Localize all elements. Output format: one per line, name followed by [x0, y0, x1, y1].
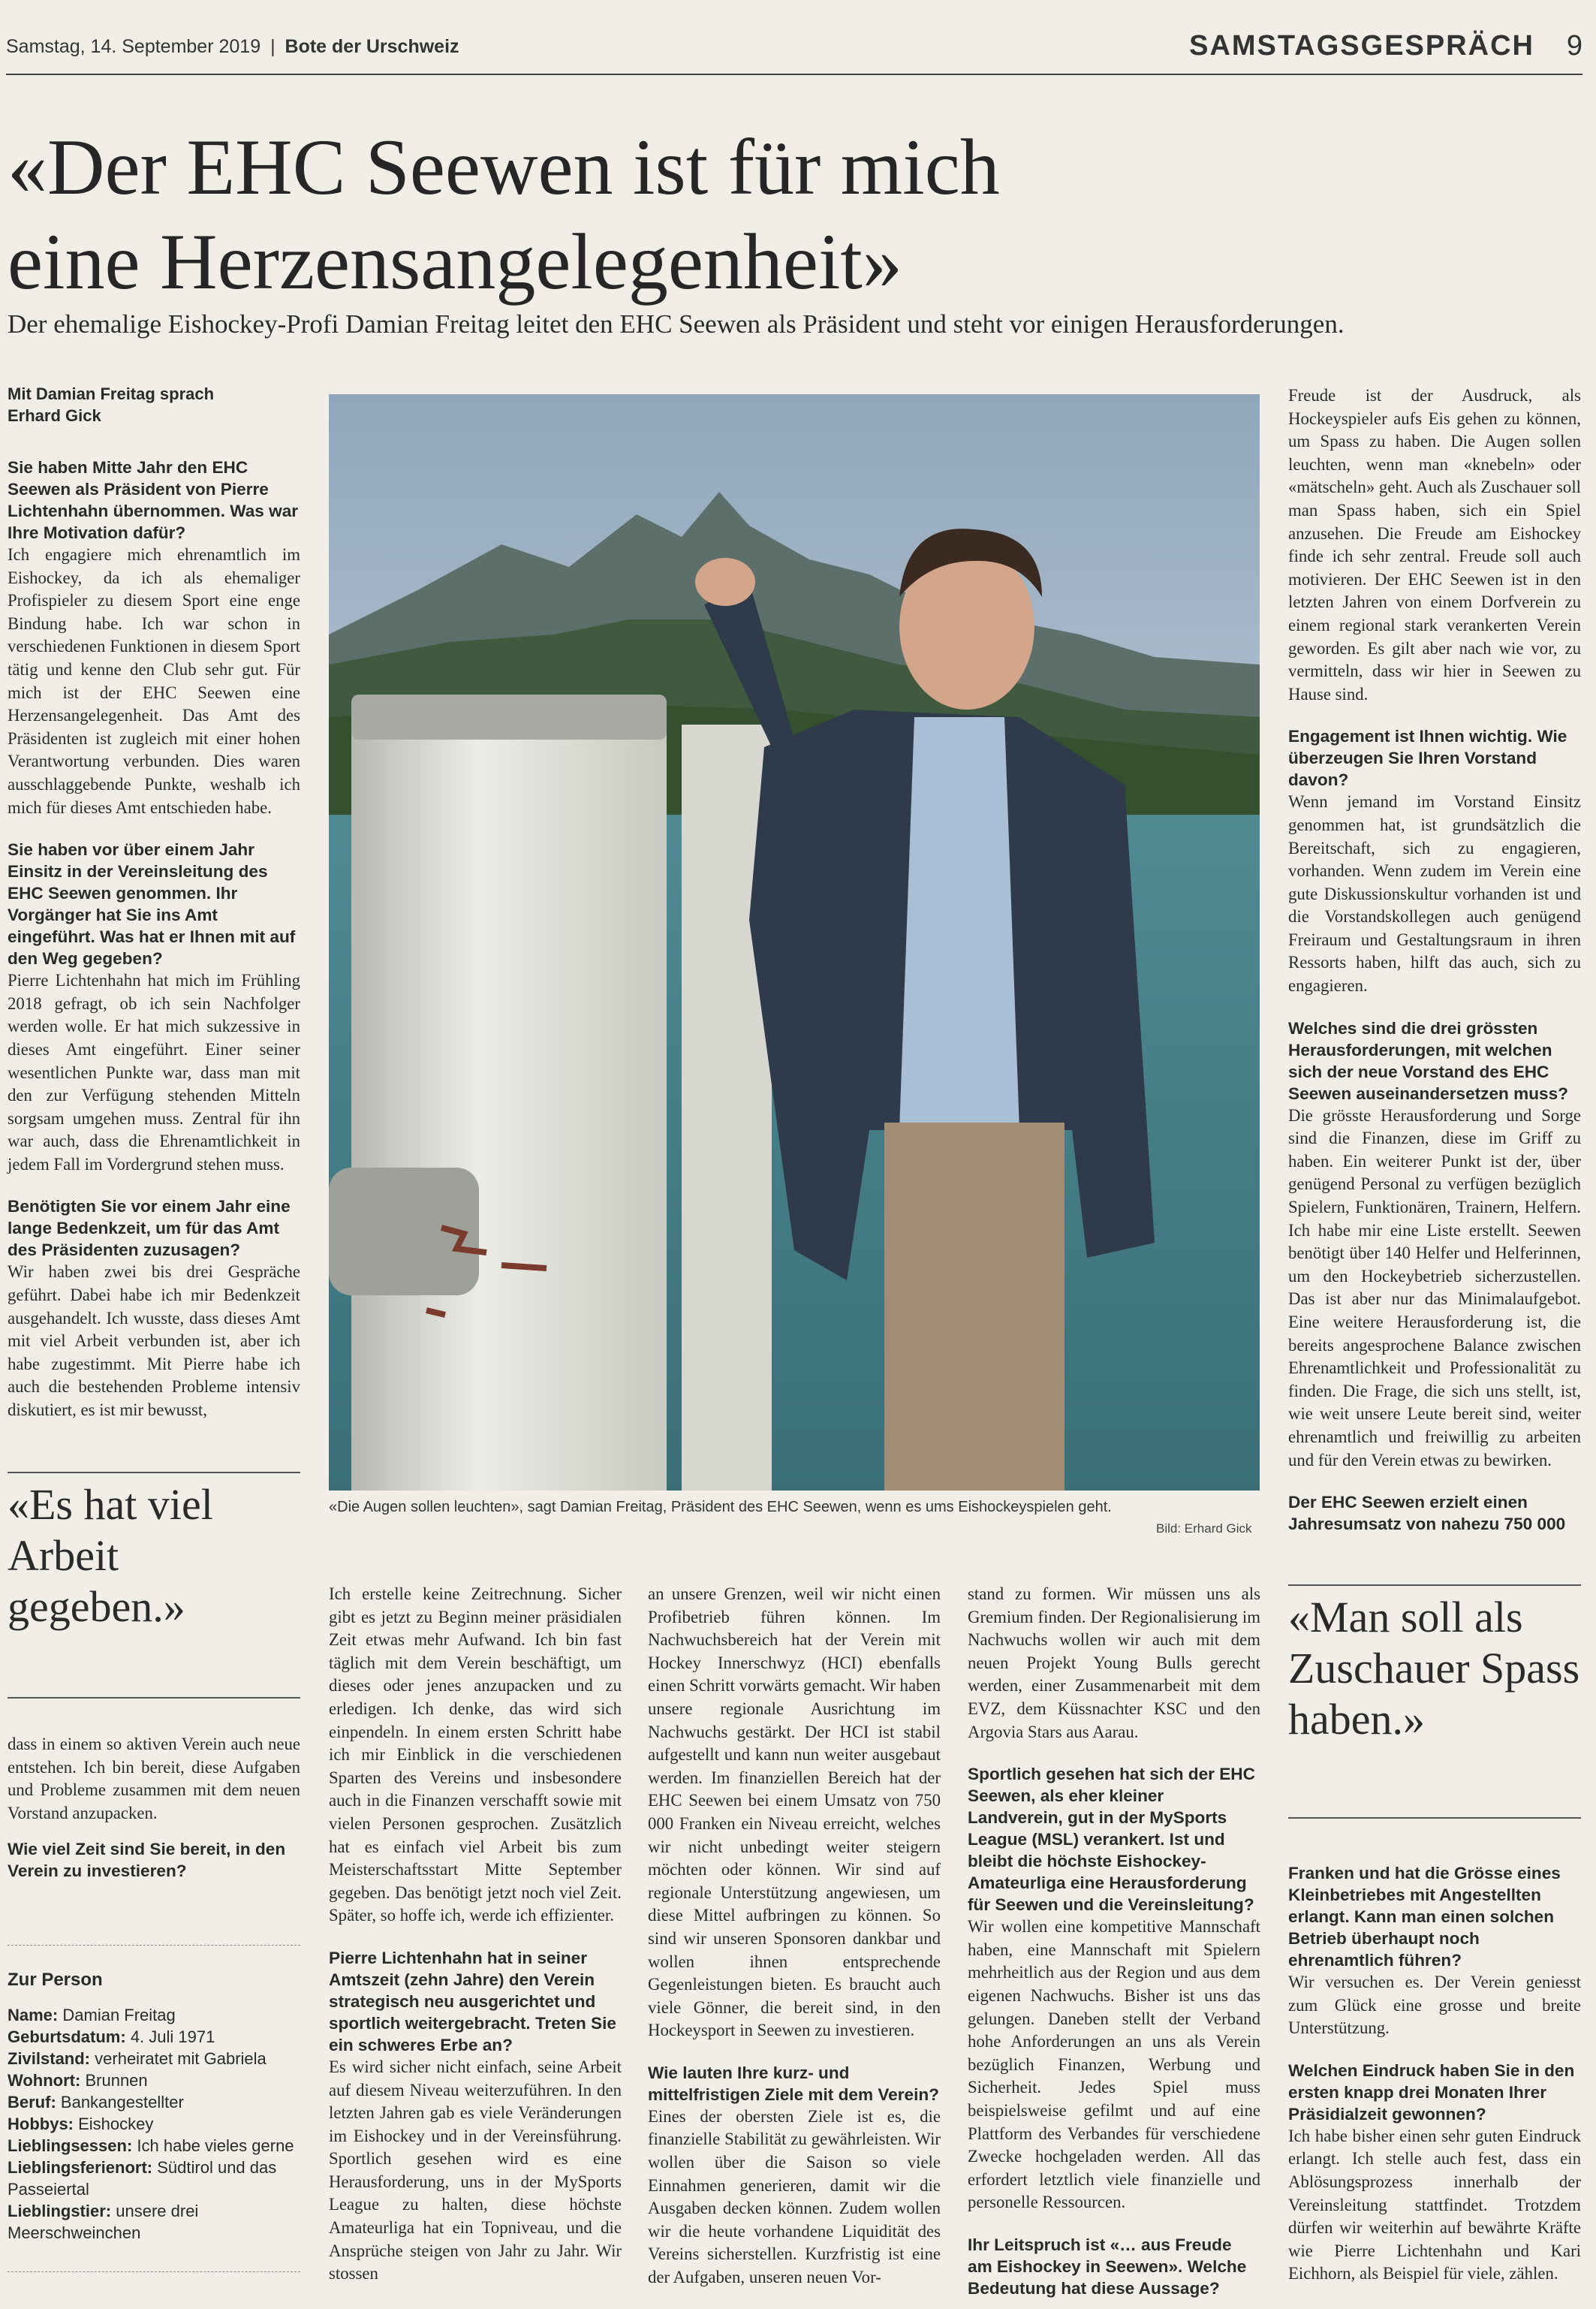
column-5 [1288, 384, 1581, 1535]
header-page-number: 9 [1566, 30, 1582, 62]
column-2 [329, 1583, 622, 2305]
headline [8, 120, 1284, 309]
person-key: Geburtsdatum: [8, 2027, 126, 2046]
person-value: verheiratet mit Gabriela [95, 2049, 267, 2068]
person-value: Südtirol und das Passeiertal [8, 2158, 277, 2199]
person-row [8, 2026, 300, 2048]
page-header [6, 30, 1582, 75]
column-5-continued [1288, 1862, 1581, 2305]
answer: Pierre Lichtenhahn hat mich im Frühling 2018 gefragt, ob ich sein Nachfolger werden wolle. Er hat mich sukzessive in dieses Amt eingeführt. Einer seiner wesentlichen Punkte war, dass man mit den zur Verfügung stehenden Mitteln sorgsam umgehen muss. Zentral für ihn war auch, dass die Ehrenamtlichkeit in jedem Fall im Vordergrund stehen muss. [8, 971, 300, 1174]
person-key: Name: [8, 2006, 59, 2024]
person-box-rule-top [8, 1945, 300, 1946]
person-key: Hobbys: [8, 2115, 74, 2133]
subtitle: Der ehemalige Eishockey-Profi Damian Freitag leitet den EHC Seewen als Präsident und steht vor einigen Herausforderungen. [8, 309, 1345, 339]
answer: Eines der obersten Ziele ist es, die finanzielle Stabilität zu gewährleisten. Wir wollen über die Saison so viele Einnahmen generieren, damit wir die Ausgaben decken können. Zudem wollen wir die heute vorhandene Liquidität des Vereins sicherstellen. Kurzfristig ist eine der Aufgaben, unseren neuen Vor- [648, 2106, 941, 2287]
person-box-rule-bottom [8, 2271, 300, 2272]
question: Wie viel Zeit sind Sie bereit, in den Verein zu investieren? [8, 1840, 286, 1881]
question: Pierre Lichtenhahn hat in seiner Amtszeit (zehn Jahre) den Verein strategisch neu ausgerichtet und sportlich weitergebracht. Treten Sie ein schweres Erbe an? [329, 1948, 616, 2054]
person-row [8, 2113, 300, 2135]
question: Benötigten Sie vor einem Jahr eine lange Bedenkzeit, um für das Amt des Präsidenten zuzusagen? [8, 1197, 291, 1260]
question: Der EHC Seewen erzielt einen Jahresumsatz von nahezu 750 000 [1288, 1493, 1566, 1534]
person-value: Brunnen [85, 2071, 148, 2090]
person-row [8, 2048, 300, 2069]
answer: Freude ist der Ausdruck, als Hockeyspieler aufs Eis gehen zu können, um Spass zu haben. Die Augen sollen leuchten, wenn man «knebeln» oder «mätscheln» geht. Auch als Zuschauer soll man Spass haben, sich ein Spiel anzusehen. Die Freude am Eishockey finde ich sehr zentral. Freude soll auch motivieren. Der EHC Seewen ist in den letzten Jahren von einem Dorfverein zu einem regional stark verankerten Verein geworden. Es gilt aber nach wie vor, zu vermitteln, dass wir hier in Seewen zu Hause sind. [1288, 386, 1581, 704]
person-key: Lieblingsessen: [8, 2136, 133, 2155]
column-4 [968, 1583, 1260, 2299]
answer: Die grösste Herausforderung und Sorge sind die Finanzen, diese im Griff zu haben. Ein weiterer Punkt ist der, über genügend Personal zu verfügen bezüglich Spielern, Funktionären, Trainern, Helfern. Ich habe mir eine Liste erstellt. Seewen benötigt über 140 Helfer und Helferinnen, um den Hockeybetrieb sicherzustellen. Das ist aber nur das Minimalaufgebot. Eine weitere Herausforderung ist, die bereits angesprochene Balance zwischen Ehrenamtlichkeit und Professionalität zu finden. Die Frage, die sich uns stellt, ist, wie weit unsere Leute bereit sind, weiter ehrenamtlich und freiwillig zu arbeiten und für den Verein etwas zu bewirken. [1288, 1105, 1581, 1470]
question: Engagement ist Ihnen wichtig. Wie überzeugen Sie Ihren Vorstand davon? [1288, 727, 1567, 790]
photo-credit: Bild: Erhard Gick [1156, 1521, 1252, 1536]
person-value: Eishockey [78, 2115, 154, 2133]
pull-quote-1: «Es hat viel Arbeit gegeben.» [8, 1480, 213, 1631]
answer: Ich habe bisher einen sehr guten Eindruck erlangt. Ich stelle auch fest, dass ein Ablösungsprozess innerhalb der Vereinsleitung stattfindet. Trotzdem dürfen wir weiterhin auf bewährte Kräfte wie Pierre Lichtenhahn und Kari Eichhorn, als Beispiel für viele, zählen. [1288, 2126, 1581, 2283]
person-key: Wohnort: [8, 2071, 81, 2090]
question: Wie lauten Ihre kurz- und mittelfristigen Ziele mit dem Verein? [648, 2063, 939, 2104]
person-row [8, 2157, 300, 2200]
answer: Wir haben zwei bis drei Gespräche geführt. Dabei habe ich mir Bedenkzeit ausgehandelt. Ich wusste, dass dieses Amt mit viel Arbeit verbunden ist, aber ich habe zugestimmt. Mit Pierre habe ich auch die bestehenden Probleme intensiv diskutiert, es ist mir bewusst, [8, 1262, 300, 1420]
column-1 [8, 383, 300, 1442]
person-value: unsere drei Meerschweinchen [8, 2202, 199, 2242]
answer: Wir wollen eine kompetitive Mannschaft haben, eine Mannschaft mit Spielern mehrheitlich aus der Region und aus dem eigenen Nachwuchs. Bisher ist uns das gelungen. Daneben stellt der Verband hohe Anforderungen an uns als Verein bezüglich Finanzen, Werbung und Sicherheit. Jedes Spiel muss beispielsweise gefilmt und auf eine Plattform des Verbandes für verschiedene Zwecke hochgeladen werden. All das erfordert letztlich viele finanzielle und personelle Ressourcen. [968, 1917, 1260, 2212]
person-key: Lieblingstier: [8, 2202, 112, 2220]
question: Sie haben Mitte Jahr den EHC Seewen als Präsident von Pierre Lichtenhahn übernommen. Was war Ihre Motivation dafür? [8, 458, 299, 542]
pull-quote-1-rule-top [8, 1472, 300, 1473]
question: Sportlich gesehen hat sich der EHC Seewen, als eher kleiner Landverein, gut in der MySports League (MSL) verankert. Ist und bleibt die höchste Eishockey-Amateurliga eine Herausforderung für Seewen und die Vereinsleitung? [968, 1765, 1255, 1915]
pull-quote-2-rule-top [1288, 1584, 1581, 1586]
byline-line-2: Erhard Gick [8, 406, 101, 425]
pull-quote-2-rule-bottom [1288, 1817, 1581, 1819]
answer: an unsere Grenzen, weil wir nicht einen Profibetrieb führen können. Im Nachwuchsbereich hat der Verein mit Hockey Innerschwyz (HCI) ebenfalls einen Schritt vorwärts gemacht. Wir haben unsere regionale Ausrichtung im Nachwuchs gestärkt. Der HCI ist stabil aufgestellt und kann nun weiter ausgebaut werden. Im finanziellen Bereich hat der EHC Seewen bei einem Umsatz von 750 000 Franken ein Niveau erreicht, welches wir nicht unbedingt weiter steigern möchten oder können. Wir sind auf regionale Unterstützung angewiesen, um diese Mittel aufbringen zu können. So sind wir unseren Sponsoren dankbar und wollen ihnen entsprechende Gegenleistungen bieten. Es braucht auch viele Gönner, die bereit sind, in den Hockeysport in Seewen zu investieren. [648, 1584, 941, 2040]
question: Welchen Eindruck haben Sie in den ersten knapp drei Monaten Ihrer Präsidialzeit gewonnen? [1288, 2060, 1575, 2124]
header-date: Samstag, 14. September 2019 [6, 36, 261, 57]
answer: Ich erstelle keine Zeitrechnung. Sicher gibt es jetzt zu Beginn meiner präsidialen Zeit etwas mehr Aufwand. Ich bin fast täglich mit dem Verein beschäftigt, um dieses oder jenes anzupacken und zu erledigen. Ich denke, das wird sich einpendeln. In einem ersten Schritt habe ich mir Einblick in die verschiedenen Sparten des Vereins und insbesondere auch in die Finanzen verschafft sowie mit vielen Personen gesprochen. Zusätzlich hat es einfach viel Arbeit bis zum Meisterschaftsstart Mitte September gegeben. Das benötigt jetzt noch viel Zeit. Später, so hoffe ich, werde ich effizienter. [329, 1584, 622, 1925]
byline [8, 383, 300, 427]
person-value: Bankangestellter [60, 2093, 184, 2112]
person-row [8, 2069, 300, 2091]
photo-caption: «Die Augen sollen leuchten», sagt Damian Freitag, Präsident des EHC Seewen, wenn es ums Eishockeyspielen geht. [329, 1499, 1112, 1515]
person-value: 4. Juli 1971 [130, 2027, 215, 2046]
pull-quote-1-rule-bottom [8, 1697, 300, 1699]
person-row [8, 2004, 300, 2026]
person-box-heading: Zur Person [8, 1970, 103, 1990]
article-photo [329, 394, 1260, 1491]
answer: Wir versuchen es. Der Verein geniesst zum Glück eine grosse und breite Unterstützung. [1288, 1973, 1581, 2038]
person-row [8, 2135, 300, 2157]
person-box [8, 1969, 300, 2244]
headline-line-1: «Der EHC Seewen ist für mich [8, 123, 1000, 211]
pull-quote-2: «Man soll als Zuschauer Spass haben.» [1288, 1593, 1580, 1744]
column-3 [648, 1583, 941, 2309]
answer: Wenn jemand im Vorstand Einsitz genommen hat, ist grundsätzlich die Bereitschaft, sich zu engagieren, vorhanden. Wenn zudem im Verein eine gute Diskussionskultur vorhanden ist und die Vorstandskollegen auch genügend Freiraum und Gestaltungsraum in ihren Ressorts haben, hilft das auch, sich zu engagieren. [1288, 792, 1581, 996]
header-separator: | [270, 36, 276, 57]
question: Sie haben vor über einem Jahr Einsitz in der Vereinsleitung des EHC Seewen genommen. Ihr Vorgänger hat Sie ins Amt eingeführt. Was hat er Ihnen mit auf den Weg gegeben? [8, 840, 296, 969]
person-value: Ich habe vieles gerne [137, 2136, 294, 2155]
person-row [8, 2200, 300, 2244]
person-key: Beruf: [8, 2093, 56, 2112]
answer: Ich engagiere mich ehrenamtlich im Eishockey, da ich als ehemaliger Profispieler zu diesem Sport eine enge Bindung habe. Ich war schon in verschiedenen Funktionen in diesem Sport tätig und kenne den Club sehr gut. Für mich ist der EHC Seewen eine Herzensangelegenheit. Das Amt des Präsidenten ist zugleich mit einer hohen Verantwortung verbunden. Dies waren ausschlaggebende Punkte, weshalb ich mich für dieses Amt entschieden habe. [8, 545, 300, 817]
byline-line-1: Mit Damian Freitag sprach [8, 384, 215, 403]
header-section: SAMSTAGSGESPRÄCH [1189, 30, 1534, 62]
header-paper: Bote der Urschweiz [285, 36, 459, 57]
person-row [8, 2091, 300, 2113]
question: Welches sind die drei grössten Herausforderungen, mit welchen sich der neue Vorstand des EHC Seewen auseinandersetzen muss? [1288, 1018, 1568, 1103]
answer: dass in einem so aktiven Verein auch neue entstehen. Ich bin bereit, diese Aufgaben und Probleme zusammen mit dem neuen Vorstand anzupacken. [8, 1735, 300, 1822]
column-1-continued [8, 1733, 300, 1882]
person-key: Zivilstand: [8, 2049, 91, 2068]
question: Franken und hat die Grösse eines Kleinbetriebes mit Angestellten erlangt. Kann man einen solchen Betrieb überhaupt noch ehrenamtlich führen? [1288, 1864, 1561, 1970]
answer: stand zu formen. Wir müssen uns als Gremium finden. Der Regionalisierung im Nachwuchs wollen wir auch mit dem neuen Projekt Young Bulls gerecht werden, einer Zusammenarbeit mit dem EVZ, dem Küssnachter KSC und den Argovia Stars aus Aarau. [968, 1584, 1260, 1741]
person-key: Lieblingsferienort: [8, 2158, 153, 2177]
answer: Es wird sicher nicht einfach, seine Arbeit auf diesem Niveau weiterzuführen. In den letzten Jahren gab es viele Veränderungen im Eishockey und in der Vereinsführung. Sportlich gesehen wird es eine Herausforderung, uns in der MySports League zu halten, diese höchste Amateurliga hat ein Topniveau, und die Ansprüche steigen von Jahr zu Jahr. Wir stossen [329, 2057, 622, 2283]
photo-illustration [329, 394, 1260, 1491]
question: Ihr Leitspruch ist «… aus Freude am Eishockey in Seewen». Welche Bedeutung hat diese Aussage? [968, 2235, 1247, 2298]
person-value: Damian Freitag [62, 2006, 176, 2024]
headline-line-2: eine Herzensangelegenheit» [8, 218, 902, 306]
header-dateline [6, 36, 459, 58]
